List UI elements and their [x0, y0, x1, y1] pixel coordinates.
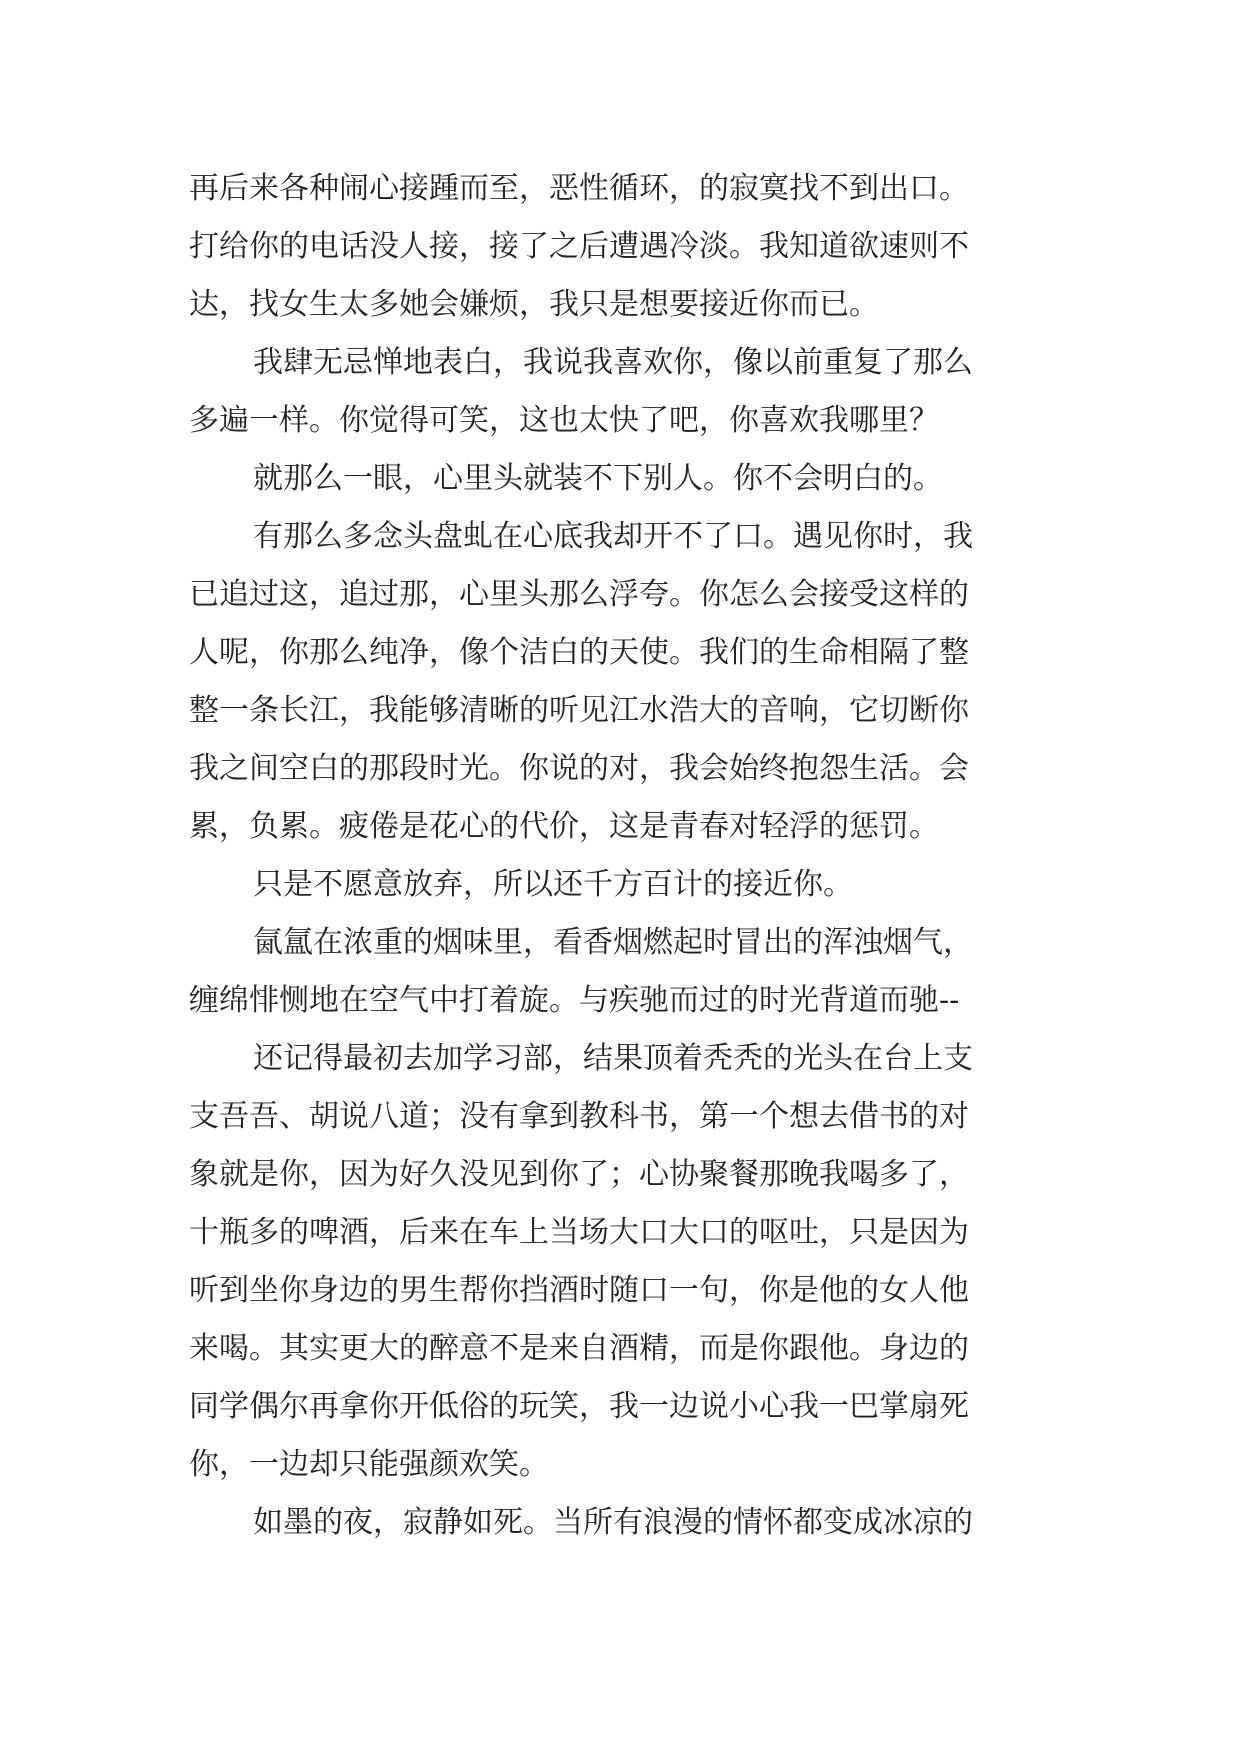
- text-line: 象就是你，因为好久没见到你了；心协聚餐那晚我喝多了，: [189, 1157, 969, 1192]
- text-line: 就那么一眼，心里头就装不下别人。你不会明白的。: [253, 461, 943, 496]
- text-line: 氤氲在浓重的烟味里，看香烟燃起时冒出的浑浊烟气，: [253, 925, 973, 960]
- text-line: 你，一边却只能强颜欢笑。: [189, 1447, 549, 1482]
- text-line: 听到坐你身边的男生帮你挡酒时随口一句，你是他的女人他: [189, 1273, 969, 1308]
- text-line: 还记得最初去加学习部，结果顶着秃秃的光头在台上支: [253, 1041, 973, 1076]
- text-line: 已追过这，追过那，心里头那么浮夸。你怎么会接受这样的: [189, 577, 969, 612]
- text-line: 来喝。其实更大的醉意不是来自酒精，而是你跟他。身边的: [189, 1331, 969, 1366]
- text-line: 累，负累。疲倦是花心的代价，这是青春对轻浮的惩罚。: [189, 809, 939, 844]
- text-line: 十瓶多的啤酒，后来在车上当场大口大口的呕吐，只是因为: [189, 1215, 969, 1250]
- text-line: 人呢，你那么纯净，像个洁白的天使。我们的生命相隔了整: [189, 635, 969, 670]
- text-line: 如墨的夜，寂静如死。当所有浪漫的情怀都变成冰凉的: [253, 1505, 973, 1540]
- text-line: 再后来各种闹心接踵而至，恶性循环，的寂寞找不到出口。: [189, 171, 969, 206]
- text-line: 支吾吾、胡说八道；没有拿到教科书，第一个想去借书的对: [189, 1099, 969, 1134]
- text-line: 我肆无忌惮地表白，我说我喜欢你，像以前重复了那么: [253, 345, 973, 380]
- text-line: 打给你的电话没人接，接了之后遭遇冷淡。我知道欲速则不: [189, 229, 969, 264]
- text-line: 我之间空白的那段时光。你说的对，我会始终抱怨生活。会: [189, 751, 969, 786]
- text-line: 有那么多念头盘虬在心底我却开不了口。遇见你时，我: [253, 519, 973, 554]
- document-body-text: [189, 160, 1069, 1552]
- text-line: 达，找女生太多她会嫌烦，我只是想要接近你而已。: [189, 287, 879, 322]
- text-line: 多遍一样。你觉得可笑，这也太快了吧，你喜欢我哪里？: [189, 403, 939, 438]
- text-line: 同学偶尔再拿你开低俗的玩笑，我一边说小心我一巴掌扇死: [189, 1389, 969, 1424]
- text-line: 缠绵悱恻地在空气中打着旋。与疾驰而过的时光背道而驰--: [189, 983, 960, 1018]
- text-line: 只是不愿意放弃，所以还千方百计的接近你。: [253, 867, 853, 902]
- text-line: 整一条长江，我能够清晰的听见江水浩大的音响，它切断你: [189, 693, 969, 728]
